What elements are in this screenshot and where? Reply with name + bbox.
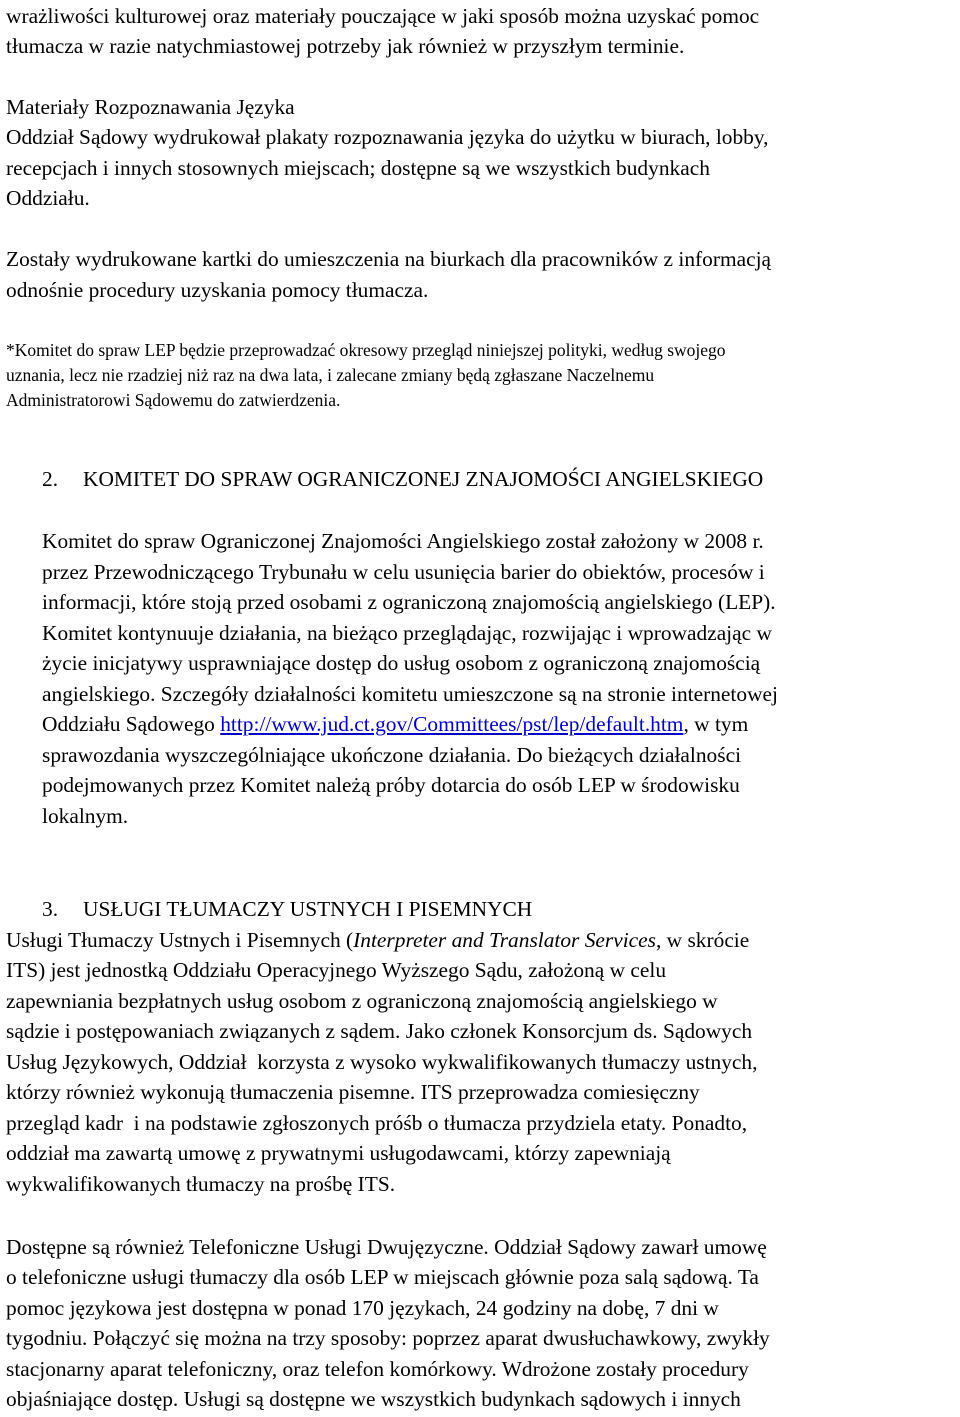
section2-line-2: przez Przewodniczącego Trybunału w celu usunięcia barier do obiektów, procesów i (42, 560, 765, 584)
materials-heading: Materiały Rozpoznawania Języka (6, 95, 295, 119)
section2-number: 2. (42, 467, 59, 491)
section2-link-suffix: , w tym (683, 712, 749, 736)
intro-line-2: tłumacza w razie natychmiastowej potrzeby jak również w przyszłym terminie. (6, 34, 685, 58)
section3-line-1-prefix: Usługi Tłumaczy Ustnych i Pisemnych ( (6, 928, 354, 952)
section2-line-3: informacji, które stoją przed osobami z ograniczoną znajomością angielskiego (LEP). (42, 590, 776, 614)
telephone-line-4: tygodniu. Połączyć się można na trzy sposoby: poprzez aparat dwusłuchawkowy, zwykły (6, 1326, 770, 1350)
section2-link-prefix: Oddziału Sądowego (42, 712, 221, 736)
note-line-2: uznania, lecz nie rzadziej niż raz na dwa lata, i zalecane zmiany będą zgłaszane Naczelnemu (6, 365, 655, 385)
section3-line-4: sądzie i postępowaniach związanych z sądem. Jako członek Konsorcjum ds. Sądowych (6, 1019, 753, 1043)
telephone-line-3: pomoc językowa jest dostępna w ponad 170 językach, 24 godziny na dobę, 7 dni w (6, 1296, 719, 1320)
section2-link-line (42, 709, 748, 740)
section2-line-4: Komitet kontynuuje działania, na bieżąco przeglądając, rozwijając i wprowadzając w (42, 621, 772, 645)
cards-line-2: odnośnie procedury uzyskania pomocy tłumacza. (6, 278, 429, 302)
its-english-name: Interpreter and Translator Services (353, 928, 656, 952)
section2-line-6: angielskiego. Szczegóły działalności komitetu umieszczone są na stronie internetowej (42, 682, 778, 706)
section3-title: USŁUGI TŁUMACZY USTNYCH I PISEMNYCH (83, 897, 533, 921)
section2-line-9: podejmowanych przez Komitet należą próby dotarcia do osób LEP w środowisku (42, 773, 740, 797)
section3-line-5: Usług Językowych, Oddział korzysta z wysoko wykwalifikowanych tłumaczy ustnych, (6, 1050, 758, 1074)
section2-line-5: życie inicjatywy usprawniające dostęp do usług osobom z ograniczoną znajomością (42, 651, 761, 675)
materials-line-3: Oddziału. (6, 186, 90, 210)
telephone-line-5: stacjonarny aparat telefoniczny, oraz telefon komórkowy. Wdrożone zostały procedury (6, 1357, 749, 1381)
telephone-line-6: objaśniające dostęp. Usługi są dostępne we wszystkich budynkach sądowych i innych (6, 1387, 741, 1411)
telephone-line-1: Dostępne są również Telefoniczne Usługi Dwujęzyczne. Oddział Sądowy zawarł umowę (6, 1235, 767, 1259)
section2-line-1: Komitet do spraw Ograniczonej Znajomości Angielskiego został założony w 2008 r. (42, 529, 764, 553)
section3-line-7: przegląd kadr i na podstawie zgłoszonych próśb o tłumacza przydziela etaty. Ponadto, (6, 1111, 748, 1135)
materials-line-1: Oddział Sądowy wydrukował plakaty rozpoznawania języka do użytku w biurach, lobby, (6, 125, 769, 149)
section3-line-9: wykwalifikowanych tłumaczy na prośbę ITS. (6, 1172, 396, 1196)
note-line-3: Administratorowi Sądowemu do zatwierdzenia. (6, 390, 341, 410)
telephone-line-2: o telefoniczne usługi tłumaczy dla osób LEP w miejscach głównie poza salą sądową. Ta (6, 1265, 759, 1289)
committee-website-link[interactable]: http://www.jud.ct.gov/Committees/pst/lep/default.htm (220, 712, 684, 736)
section2-title: KOMITET DO SPRAW OGRANICZONEJ ZNAJOMOŚCI ANGIELSKIEGO (83, 467, 764, 491)
section3-line-1-suffix: , w skrócie (655, 928, 750, 952)
section3-line-2: ITS) jest jednostką Oddziału Operacyjnego Wyższego Sądu, założoną w celu (6, 958, 667, 982)
note-line-1: *Komitet do spraw LEP będzie przeprowadzać okresowy przegląd niniejszej polityki, według swojego (6, 340, 726, 360)
section3-line-3: zapewniania bezpłatnych usług osobom z ograniczoną znajomością angielskiego w (6, 989, 718, 1013)
section3-number: 3. (42, 897, 59, 921)
cards-line-1: Zostały wydrukowane kartki do umieszczenia na biurkach dla pracowników z informacją (6, 247, 772, 271)
section2-line-8: sprawozdania wyszczególniające ukończone działania. Do bieżących działalności (42, 743, 742, 767)
section2-line-10: lokalnym. (42, 804, 129, 828)
section3-line-8: oddział ma zawartą umowę z prywatnymi usługodawcami, którzy zapewniają (6, 1141, 671, 1165)
materials-line-2: recepcjach i innych stosownych miejscach; dostępne są we wszystkich budynkach (6, 156, 710, 180)
intro-line-1: wrażliwości kulturowej oraz materiały pouczające w jaki sposób można uzyskać pomoc (6, 4, 760, 28)
section3-line-1 (6, 925, 749, 956)
section3-line-6: którzy również wykonują tłumaczenia pisemne. ITS przeprowadza comiesięczny (6, 1080, 700, 1104)
